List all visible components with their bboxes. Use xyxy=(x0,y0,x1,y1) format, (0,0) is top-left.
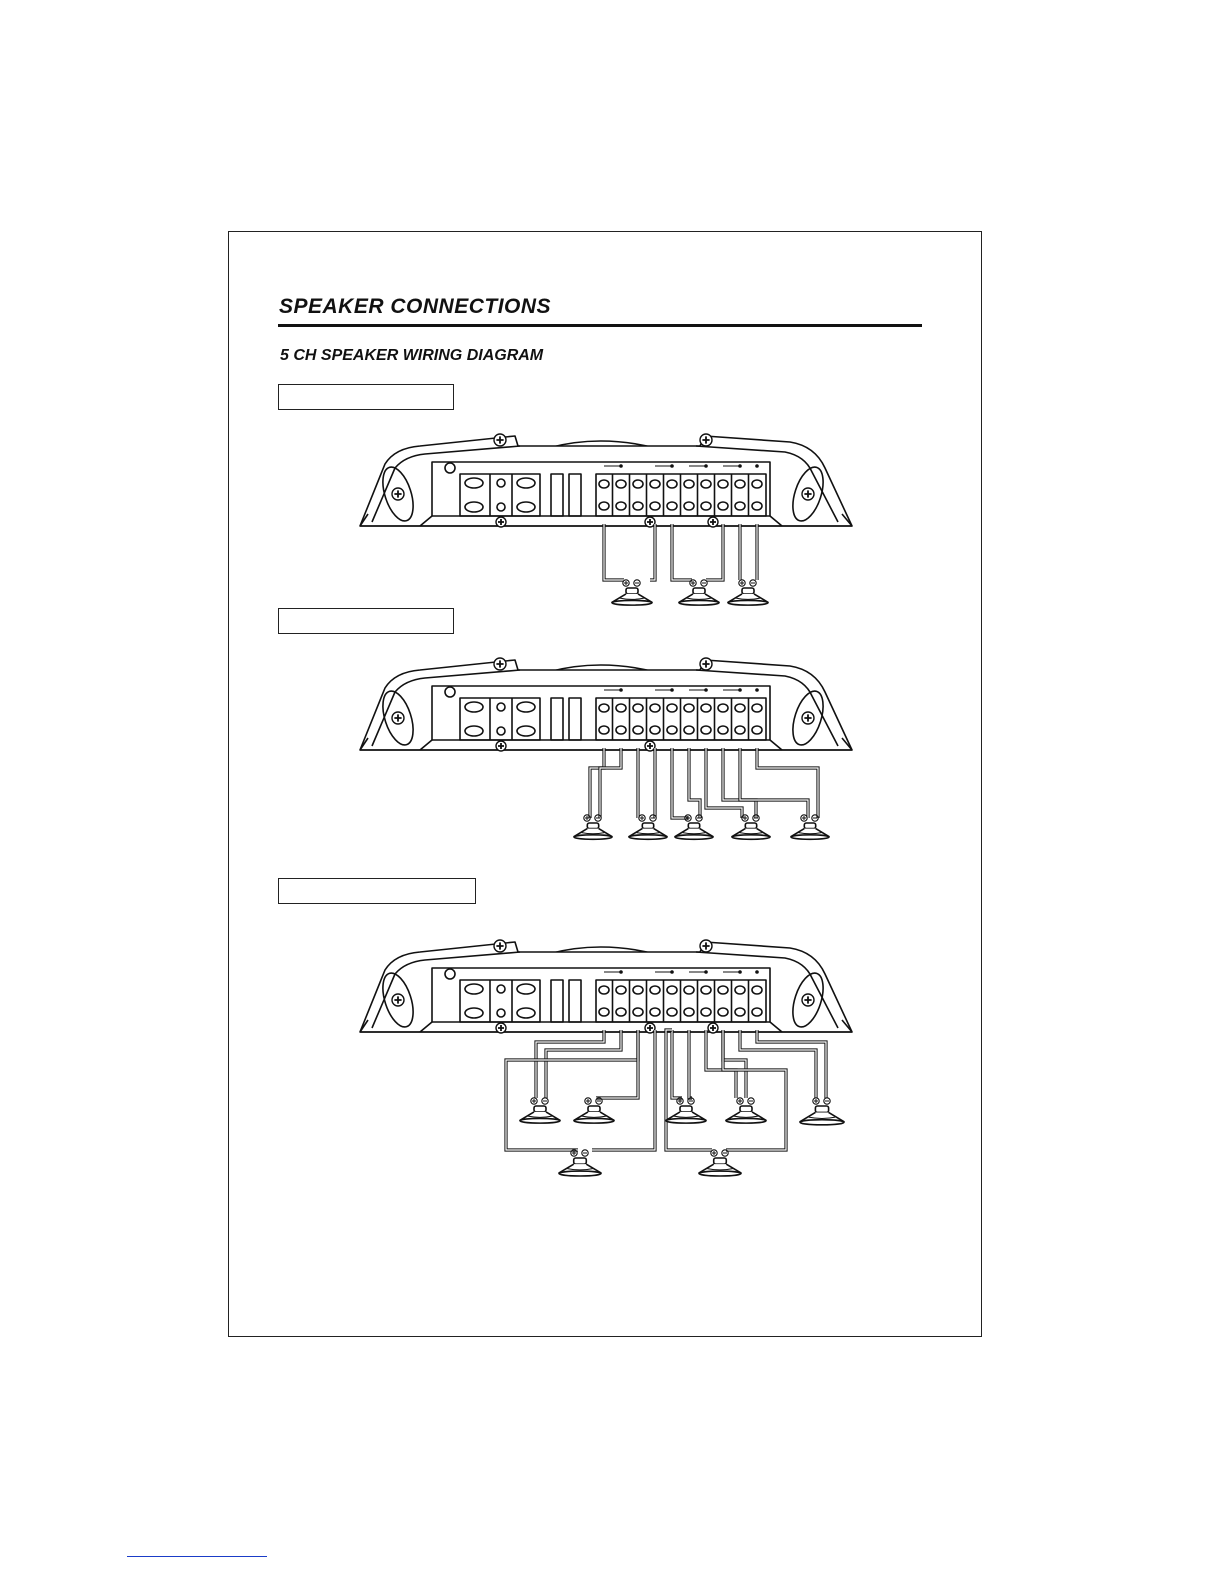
speaker-wire xyxy=(672,1030,682,1098)
speaker-icon xyxy=(520,1098,560,1123)
speaker-wire xyxy=(689,1030,692,1098)
speaker-icon xyxy=(732,815,770,839)
speaker-icon xyxy=(574,815,612,839)
screw-icon xyxy=(802,712,814,724)
amplifier-icon xyxy=(360,658,852,751)
amplifier-icon xyxy=(360,434,852,527)
speaker-icon xyxy=(629,815,667,839)
speaker-icon xyxy=(726,1098,766,1123)
speaker-wire xyxy=(590,748,604,818)
section-subtitle: 5 CH SPEAKER WIRING DIAGRAM xyxy=(280,347,544,364)
screw-icon xyxy=(708,517,718,527)
speaker-icon xyxy=(791,815,829,839)
speaker-wire xyxy=(740,748,808,818)
speaker-wire xyxy=(604,524,624,580)
screw-icon xyxy=(802,488,814,500)
screw-icon xyxy=(700,658,712,670)
speaker-wire xyxy=(706,1030,736,1098)
screw-icon xyxy=(392,994,404,1006)
screw-icon xyxy=(496,1023,506,1033)
speaker-wire xyxy=(546,1030,621,1098)
screw-icon xyxy=(494,434,506,446)
speaker-icon xyxy=(728,580,768,605)
screw-icon xyxy=(700,940,712,952)
screw-icon xyxy=(496,517,506,527)
speaker-icon xyxy=(612,580,652,605)
screw-icon xyxy=(496,741,506,751)
speaker-icon xyxy=(666,1098,706,1123)
page-title: SPEAKER CONNECTIONS xyxy=(279,295,552,318)
screw-icon xyxy=(708,1023,718,1033)
speaker-icon xyxy=(699,1150,741,1176)
speaker-wire xyxy=(506,1030,638,1150)
speaker-wire xyxy=(592,1030,655,1150)
speaker-wire xyxy=(596,1030,638,1098)
screw-icon xyxy=(494,940,506,952)
speaker-wire xyxy=(706,524,723,580)
screw-icon xyxy=(802,994,814,1006)
speaker-icon xyxy=(559,1150,601,1176)
speaker-wire xyxy=(723,1030,786,1150)
speaker-icon xyxy=(574,1098,614,1123)
speaker-wire xyxy=(672,748,688,818)
screw-icon xyxy=(700,434,712,446)
screw-icon xyxy=(392,488,404,500)
speaker-wire xyxy=(650,524,655,580)
screw-icon xyxy=(392,712,404,724)
speaker-icon xyxy=(679,580,719,605)
screw-icon xyxy=(494,658,506,670)
footer-link-line xyxy=(127,1556,267,1557)
speaker-wire xyxy=(672,524,692,580)
speaker-wire xyxy=(689,748,700,818)
amplifier-icon xyxy=(360,940,852,1033)
speaker-icon xyxy=(800,1098,844,1125)
speaker-wire xyxy=(740,1030,816,1098)
